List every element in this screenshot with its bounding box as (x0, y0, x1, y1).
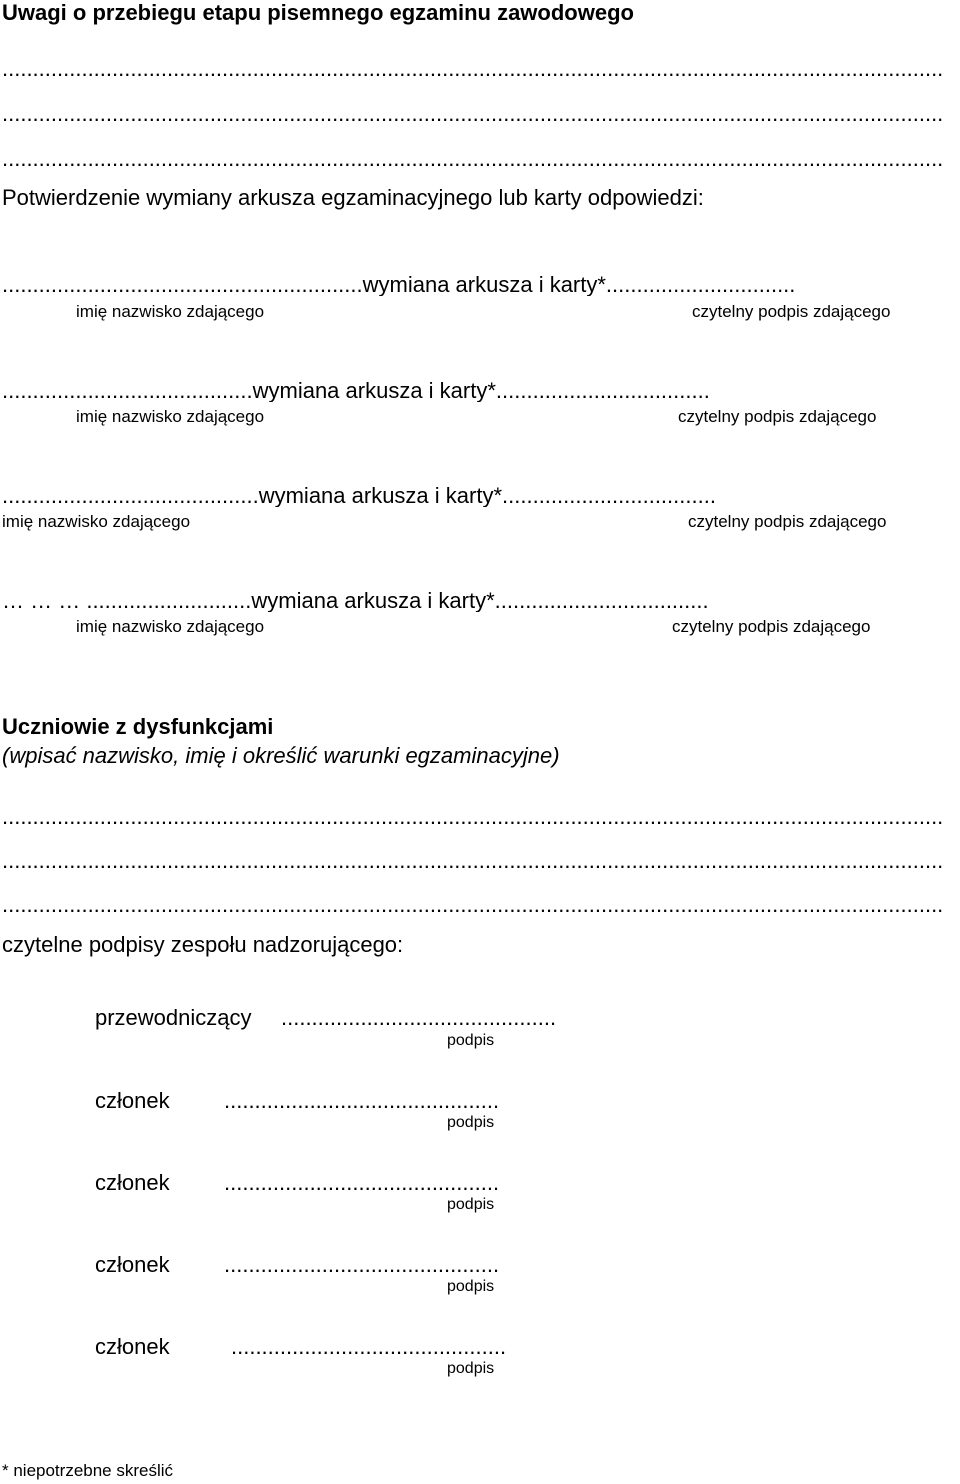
exchange-entry-4-signature-label: czytelny podpis zdającego (672, 617, 871, 636)
exchange-entry-3-line[interactable]: ..........................................wymiana arkusza i karty*................................... (2, 485, 716, 507)
member-2-signature-label: podpis (447, 1196, 495, 1213)
remarks-line-3[interactable]: .......................................................................................................................................................... (2, 148, 944, 170)
member-1-signature-line[interactable]: ............................................. (224, 1090, 500, 1112)
dysfunctions-line-1[interactable]: .......................................................................................................................................................... (2, 806, 944, 828)
chair-role-label: przewodniczący (95, 1005, 252, 1030)
member-1-role-label: członek (95, 1088, 170, 1113)
exchange-entry-3-name-label: imię nazwisko zdającego (2, 512, 191, 531)
exchange-entry-4-name-label: imię nazwisko zdającego (76, 617, 265, 636)
dysfunctions-line-3[interactable]: .......................................................................................................................................................... (2, 894, 944, 916)
member-3-signature-label: podpis (447, 1278, 495, 1295)
exchange-entry-2-line[interactable]: .........................................wymiana arkusza i karty*................................... (2, 380, 710, 402)
page-title: Uwagi o przebiegu etapu pisemnego egzaminu zawodowego (2, 0, 634, 25)
member-2-role-label: członek (95, 1170, 170, 1195)
member-4-signature-label: podpis (447, 1360, 495, 1377)
exchange-entry-1-line[interactable]: ...........................................................wymiana arkusza i karty*............................... (2, 274, 796, 296)
exchange-entry-4-line[interactable]: … … … ...........................wymiana arkusza i karty*................................... (2, 590, 709, 612)
dysfunctions-line-2[interactable]: .......................................................................................................................................................... (2, 850, 944, 872)
exchange-entry-3-signature-label: czytelny podpis zdającego (688, 512, 887, 531)
member-3-signature-line[interactable]: ............................................. (224, 1254, 500, 1276)
member-1-signature-label: podpis (447, 1114, 495, 1131)
exchange-entry-2-signature-label: czytelny podpis zdającego (678, 407, 877, 426)
member-3-role-label: członek (95, 1252, 170, 1277)
chair-signature-label: podpis (447, 1032, 495, 1049)
exchange-heading: Potwierdzenie wymiany arkusza egzaminacyjnego lub karty odpowiedzi: (2, 185, 704, 210)
remarks-line-1[interactable]: .......................................................................................................................................................... (2, 58, 944, 80)
supervisors-heading: czytelne podpisy zespołu nadzorującego: (2, 932, 404, 957)
dysfunctions-heading: Uczniowie z dysfunkcjami (2, 714, 274, 739)
member-2-signature-line[interactable]: ............................................. (224, 1172, 500, 1194)
remarks-line-2[interactable]: .......................................................................................................................................................... (2, 103, 944, 125)
exchange-entry-2-name-label: imię nazwisko zdającego (76, 407, 265, 426)
footnote: * niepotrzebne skreślić (2, 1461, 174, 1480)
exchange-entry-1-signature-label: czytelny podpis zdającego (692, 302, 891, 321)
member-4-role-label: członek (95, 1334, 170, 1359)
chair-signature-line[interactable]: ............................................. (281, 1007, 557, 1029)
dysfunctions-instruction: (wpisać nazwisko, imię i określić warunki egzaminacyjne) (2, 743, 560, 768)
exchange-entry-1-name-label: imię nazwisko zdającego (76, 302, 265, 321)
member-4-signature-line[interactable]: ............................................. (231, 1336, 507, 1358)
